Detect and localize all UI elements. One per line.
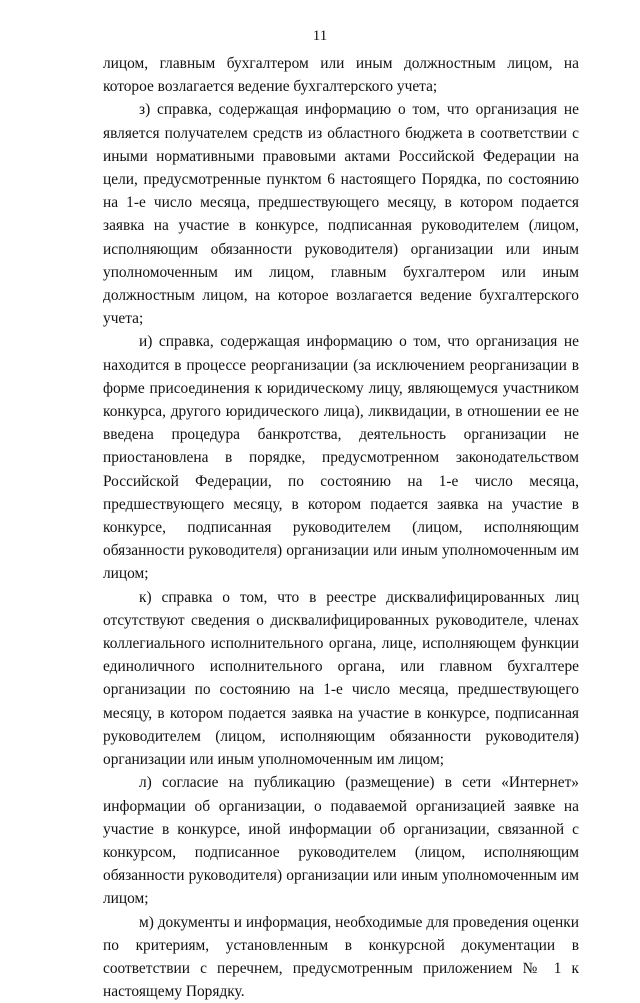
paragraph-item-m: м) документы и информация, необходимые для проведения оценки по критериям, установленным в конкурсной документации в соответствии с перечнем, предусмотренным приложением № 1 к настоящему Порядку.: [103, 913, 579, 1001]
paragraph-item-i: и) справка, содержащая информацию о том, что организация не находится в процессе реорганизации (за исключением реорганизации в форме присоединения к юридическому лицу, являющемуся участником конкурса, другого юридического лица), ликвидации, в отношении ее не введена процедура банкротства, деятельность организации не приостановлена в порядке, предусмотренном законодательством Российской Федерации, по состоянию на 1-е число месяца, предшествующего месяцу, в котором подается заявка на участие в конкурсе, подписанная руководителем (лицом, исполняющим обязанности руководителя) организации или иным уполномоченным им лицом;: [103, 333, 579, 583]
document-body: [103, 52, 579, 1003]
page-number: 11: [312, 28, 328, 44]
paragraph-item-l: л) согласие на публикацию (размещение) в сети «Интернет» информации об организации, о подаваемой организацией заявке на участие в конкурсе, иной информации об организации, связанной с конкурсом, подписанное руководителем (лицом, исполняющим обязанности руководителя) организации или иным уполномоченным им лицом;: [103, 774, 579, 908]
paragraph-item-z: з) справка, содержащая информацию о том, что организация не является получателем средств из областного бюджета в соответствии с иными нормативными правовыми актами Российской Федерации на цели, предусмотренные пунктом 6 настоящего Порядка, по состоянию на 1-е число месяца, предшествующего месяцу, в котором подается заявка на участие в конкурсе, подписанная руководителем (лицом, исполняющим обязанности руководителя) организации или иным уполномоченным им лицом, главным бухгалтером или иным должностным лицом, на которое возлагается ведение бухгалтерского учета;: [103, 101, 579, 328]
paragraph-item-k: к) справка о том, что в реестре дисквалифицированных лиц отсутствуют сведения о дисквалифицированных руководителе, членах коллегиального исполнительного органа, лице, исполняющем функции единоличного исполнительного органа, или главном бухгалтере организации по состоянию на 1-е число месяца, предшествующего месяцу, в котором подается заявка на участие в конкурсе, подписанная руководителем (лицом, исполняющим обязанности руководителя) организации или иным уполномоченным им лицом;: [103, 588, 579, 769]
paragraph-continuation: лицом, главным бухгалтером или иным должностным лицом, на которое возлагается ведение бухгалтерского учета;: [103, 55, 579, 96]
